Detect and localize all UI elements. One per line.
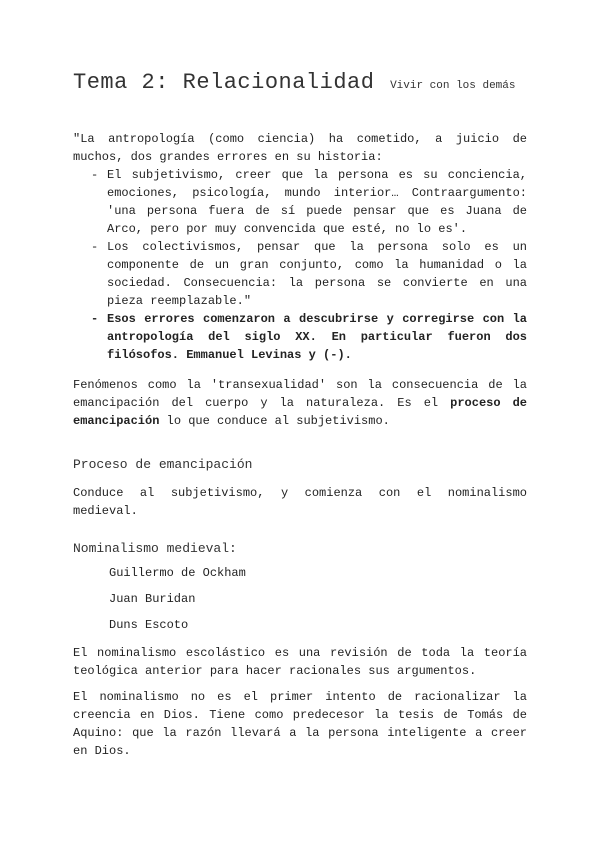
title-row bbox=[73, 70, 515, 95]
document-body bbox=[73, 130, 527, 760]
phenomena-bold: proceso de emancipación bbox=[73, 396, 527, 428]
list-item: - Los colectivismos, pensar que la persona solo es un componente de un gran conjunto, como la humanidad o la sociedad. Consecuencia: la persona se convierte en una pieza reemplazable." bbox=[73, 238, 527, 310]
nominalism-paragraph-2: El nominalismo no es el primer intento de racionalizar la creencia en Dios. Tiene como predecesor la tesis de Tomás de Aquino: que la razón llevará a la persona inteligente a creer en Dios. bbox=[73, 690, 527, 758]
quote-intro: "La antropología (como ciencia) ha cometido, a juicio de muchos, dos grandes errores en su historia: bbox=[73, 132, 527, 164]
errors-list bbox=[73, 166, 527, 364]
emancipation-paragraph: Conduce al subjetivismo, y comienza con el nominalismo medieval. bbox=[73, 486, 527, 518]
authors-list bbox=[73, 564, 527, 634]
author-item: Guillermo de Ockham bbox=[109, 566, 246, 580]
list-item: - El subjetivismo, creer que la persona es su conciencia, emociones, psicología, mundo interior… Contraargumento: 'una persona fuera de sí puede pensar que es Juana de Arco, pero por muy convencida que esté, no lo es'. bbox=[73, 166, 527, 238]
nominalism-paragraph-1: El nominalismo escolástico es una revisión de toda la teoría teológica anterior para hacer racionales sus argumentos. bbox=[73, 646, 527, 678]
list-item-bold: - Esos errores comenzaron a descubrirse y corregirse con la antropología del siglo XX. En particular fueron dos filósofos. Emmanuel Levinas y (-). bbox=[73, 310, 527, 364]
page-subtitle: Vivir con los demás bbox=[390, 80, 516, 92]
phenomena-text-before: Fenómenos como la 'transexualidad' son la consecuencia de la emancipación del cuerpo y la naturaleza. Es el bbox=[73, 378, 527, 410]
phenomena-paragraph bbox=[73, 376, 527, 430]
section-heading-emancipation: Proceso de emancipación bbox=[73, 457, 253, 472]
page-title: Tema 2: Relacionalidad bbox=[73, 70, 375, 95]
phenomena-text-after: lo que conduce al subjetivismo. bbox=[159, 414, 390, 428]
author-item: Duns Escoto bbox=[109, 618, 189, 632]
author-item: Juan Buridan bbox=[109, 592, 196, 606]
section-heading-nominalism: Nominalismo medieval: bbox=[73, 541, 237, 556]
